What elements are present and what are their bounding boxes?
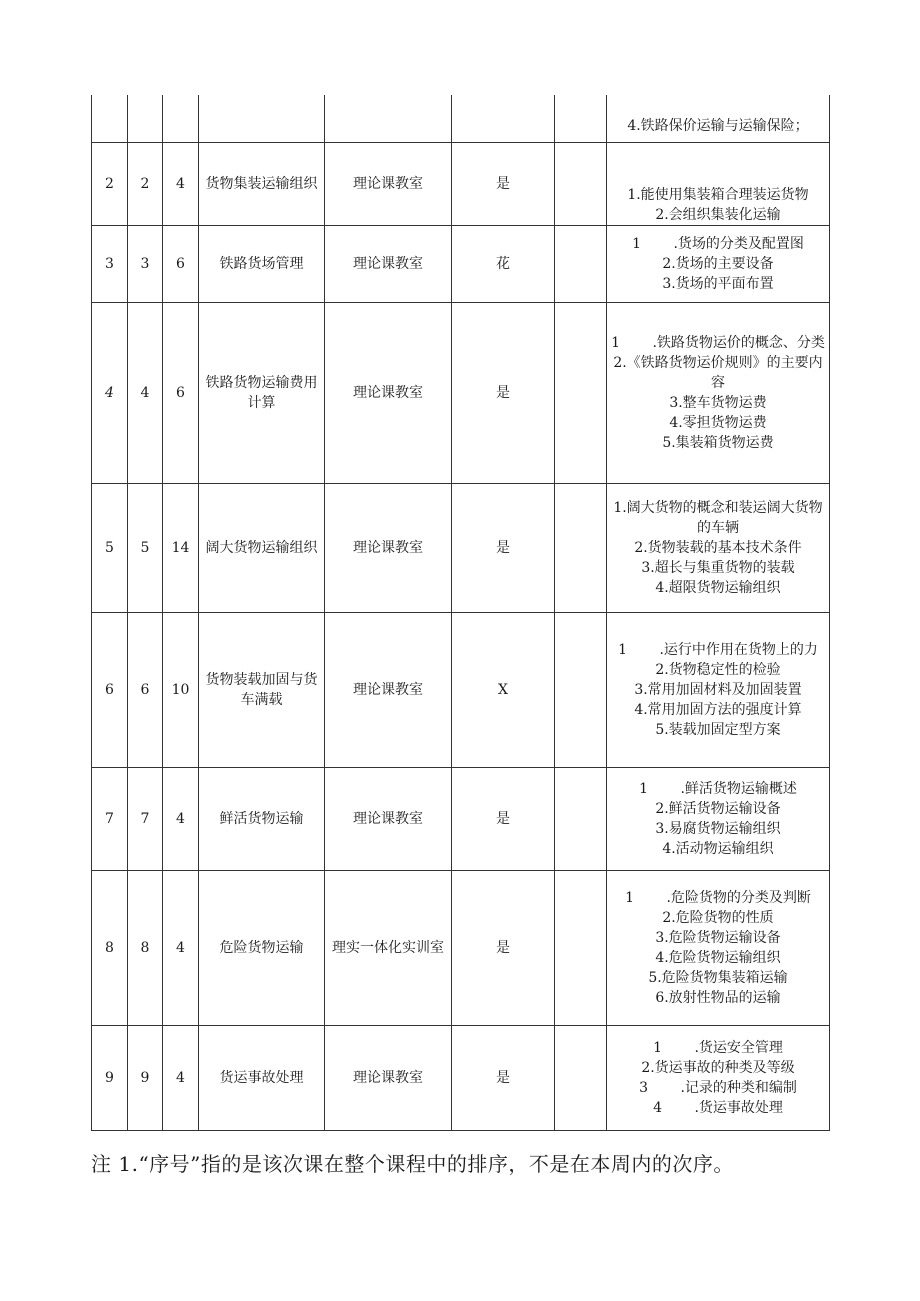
topic-item: 4 .货运事故处理: [653, 1099, 783, 1116]
cell-blank: [555, 1025, 607, 1130]
cell-course-name: 货物集装运输组织: [199, 142, 325, 225]
cell-topics: [607, 483, 830, 612]
cell-hours: 4: [163, 767, 199, 870]
cell-status-mark: 是: [452, 1025, 555, 1130]
cell-hours: 14: [163, 483, 199, 612]
cell-classroom: 理论课教室: [325, 612, 452, 767]
topic-item: 5.装载加固定型方案: [655, 721, 781, 738]
topic-item: 1 .危险货物的分类及判断: [625, 889, 811, 906]
topic-item: 1 .鲜活货物运输概述: [639, 780, 797, 797]
cell-week: [128, 95, 163, 142]
topic-item: 5.危险货物集装箱运输: [648, 969, 788, 986]
cell-status-mark: 是: [452, 767, 555, 870]
cell-week: 2: [128, 142, 163, 225]
topic-item: 2.危险货物的性质: [662, 909, 774, 926]
cell-hours: 4: [163, 142, 199, 225]
topic-item: 2.会组织集装化运输: [655, 206, 781, 223]
cell-hours: 10: [163, 612, 199, 767]
cell-blank: [555, 767, 607, 870]
cell-week: 3: [128, 225, 163, 302]
table-row: [92, 483, 830, 612]
topic-item: 3.货场的平面布置: [662, 275, 774, 292]
topic-item: 3.常用加固材料及加固装置: [634, 681, 802, 698]
cell-index: 5: [92, 483, 128, 612]
cell-status-mark: 是: [452, 142, 555, 225]
cell-status-mark: 是: [452, 870, 555, 1025]
cell-status-mark: X: [452, 612, 555, 767]
cell-course-name: 货运事故处理: [199, 1025, 325, 1130]
table-row: [92, 95, 830, 142]
cell-hours: [163, 95, 199, 142]
topic-item: 1.能使用集装箱合理装运货物: [627, 186, 809, 203]
cell-course-name: 鲜活货物运输: [199, 767, 325, 870]
cell-index: [92, 95, 128, 142]
cell-classroom: 理论课教室: [325, 225, 452, 302]
topic-item: 5.集装箱货物运费: [662, 434, 774, 451]
table-row: [92, 225, 830, 302]
topic-item: 1 .货场的分类及配置图: [632, 235, 804, 252]
topic-item: 4.常用加固方法的强度计算: [634, 701, 802, 718]
cell-index: 6: [92, 612, 128, 767]
table-row: [92, 612, 830, 767]
cell-course-name: 铁路货场管理: [199, 225, 325, 302]
cell-topics: [607, 1025, 830, 1130]
cell-status-mark: 是: [452, 483, 555, 612]
cell-status-mark: 是: [452, 302, 555, 483]
cell-index: 9: [92, 1025, 128, 1130]
cell-index: 8: [92, 870, 128, 1025]
topic-item: 2.货运事故的种类及等级: [641, 1059, 795, 1076]
cell-week: 4: [128, 302, 163, 483]
topic-item: 4.危险货物运输组织: [655, 949, 781, 966]
cell-blank: [555, 302, 607, 483]
topic-item: 3.易腐货物运输组织: [655, 820, 781, 837]
cell-topics: [607, 612, 830, 767]
cell-course-name: 阔大货物运输组织: [199, 483, 325, 612]
table-row: [92, 767, 830, 870]
cell-index: 2: [92, 142, 128, 225]
topic-item: 1 .货运安全管理: [653, 1039, 783, 1056]
cell-hours: 6: [163, 302, 199, 483]
table-row: [92, 1025, 830, 1130]
table-row: [92, 142, 830, 225]
cell-blank: [555, 225, 607, 302]
topic-item: 1 .运行中作用在货物上的力: [618, 641, 818, 658]
cell-classroom: [325, 95, 452, 142]
cell-hours: 4: [163, 1025, 199, 1130]
topic-item: 2.《铁路货物运价规则》的主要内容: [613, 354, 823, 391]
topic-item: 2.货物稳定性的检验: [655, 661, 781, 678]
topic-item: 3.整车货物运费: [669, 394, 767, 411]
cell-classroom: 理实一体化实训室: [325, 870, 452, 1025]
cell-course-name: [199, 95, 325, 142]
cell-index: 4: [92, 302, 128, 483]
cell-topics: [607, 95, 830, 142]
cell-blank: [555, 612, 607, 767]
cell-course-name: 铁路货物运输费用计算: [199, 302, 325, 483]
cell-index: 7: [92, 767, 128, 870]
cell-topics: [607, 767, 830, 870]
cell-index: 3: [92, 225, 128, 302]
topic-item: 4.超限货物运输组织: [655, 579, 781, 596]
cell-week: 6: [128, 612, 163, 767]
topic-item: 2.货场的主要设备: [662, 255, 774, 272]
cell-classroom: 理论课教室: [325, 302, 452, 483]
cell-blank: [555, 870, 607, 1025]
cell-hours: 4: [163, 870, 199, 1025]
topic-item: 3 .记录的种类和编制: [639, 1079, 797, 1096]
topic-item: 4.活动物运输组织: [662, 840, 774, 857]
topic-item: 4.铁路保价运输与运输保险；: [627, 117, 809, 134]
cell-hours: 6: [163, 225, 199, 302]
topic-item: 1 .铁路货物运价的概念、分类: [611, 334, 825, 351]
table-row: [92, 870, 830, 1025]
cell-week: 7: [128, 767, 163, 870]
cell-status-mark: 花: [452, 225, 555, 302]
cell-topics: [607, 302, 830, 483]
cell-topics: [607, 225, 830, 302]
cell-status-mark: [452, 95, 555, 142]
cell-classroom: 理论课教室: [325, 483, 452, 612]
cell-classroom: 理论课教室: [325, 142, 452, 225]
cell-classroom: 理论课教室: [325, 1025, 452, 1130]
topic-item: 2.货物装载的基本技术条件: [634, 539, 802, 556]
table-row: [92, 302, 830, 483]
cell-week: 9: [128, 1025, 163, 1130]
cell-course-name: 危险货物运输: [199, 870, 325, 1025]
cell-week: 5: [128, 483, 163, 612]
topic-item: 2.鲜活货物运输设备: [655, 800, 781, 817]
cell-topics: [607, 142, 830, 225]
cell-week: 8: [128, 870, 163, 1025]
cell-blank: [555, 483, 607, 612]
footnote: 注 1.“序号”指的是该次课在整个课程中的排序，不是在本周内的次序。: [91, 1152, 734, 1176]
topic-item: 3.超长与集重货物的装载: [641, 559, 795, 576]
cell-blank: [555, 95, 607, 142]
topic-item: 4.零担货物运费: [669, 414, 767, 431]
cell-topics: [607, 870, 830, 1025]
topic-item: 3.危险货物运输设备: [655, 929, 781, 946]
cell-blank: [555, 142, 607, 225]
topic-item: 6.放射性物品的运输: [655, 989, 781, 1006]
cell-classroom: 理论课教室: [325, 767, 452, 870]
cell-course-name: 货物装载加固与货车满载: [199, 612, 325, 767]
topic-item: 1.阔大货物的概念和装运阔大货物的车辆: [613, 499, 823, 536]
course-schedule-table: [91, 95, 830, 1131]
